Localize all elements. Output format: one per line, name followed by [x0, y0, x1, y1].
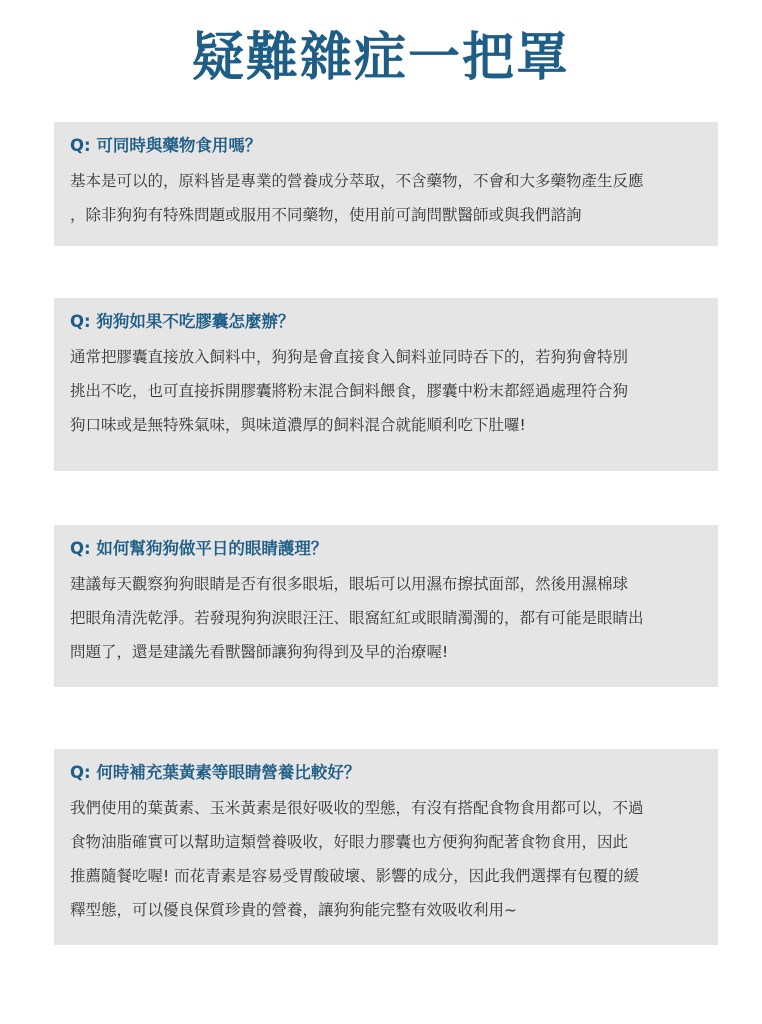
faq-answer-line: 通常把膠囊直接放入飼料中，狗狗是會直接食入飼料並同時吞下的，若狗狗會特別	[70, 348, 629, 366]
faq-card-4	[54, 749, 718, 945]
faq-answer-line: ，除非狗狗有特殊問題或服用不同藥物，使用前可詢問獸醫師或與我們諮詢	[70, 206, 582, 224]
faq-answer-line: 挑出不吃，也可直接拆開膠囊將粉末混合飼料餵食，膠囊中粉末都經過處理符合狗	[70, 382, 629, 400]
faq-question: Q: 可同時與藥物食用嗎？	[70, 136, 262, 155]
faq-answer-line: 問題了，還是建議先看獸醫師讓狗狗得到及早的治療喔!	[70, 643, 449, 661]
faq-answer-line: 食物油脂確實可以幫助這類營養吸收，好眼力膠囊也方便狗狗配著食物食用，因此	[70, 833, 629, 851]
faq-card-1	[54, 122, 718, 246]
faq-answer-line: 釋型態，可以優良保質珍貴的營養，讓狗狗能完整有效吸收利用~	[70, 901, 517, 919]
faq-card-3	[54, 525, 718, 687]
faq-answer-line: 我們使用的葉黃素、玉米黃素是很好吸收的型態，有沒有搭配食物食用都可以，不過	[70, 799, 644, 817]
faq-answer-line: 建議每天觀察狗狗眼睛是否有很多眼垢，眼垢可以用濕布擦拭面部，然後用濕棉球	[70, 575, 629, 593]
faq-question: Q: 狗狗如果不吃膠囊怎麼辦？	[70, 312, 295, 331]
faq-answer-line: 狗口味或是無特殊氣味，與味道濃厚的飼料混合就能順利吃下肚囉!	[70, 416, 526, 434]
page-title: 疑難雜症一把罩	[191, 28, 570, 88]
faq-question: Q: 如何幫狗狗做平日的眼睛護理？	[70, 539, 328, 558]
faq-answer-line: 基本是可以的，原料皆是專業的營養成分萃取，不含藥物，不會和大多藥物產生反應	[70, 172, 644, 190]
faq-answer-line: 推薦隨餐吃喔! 而花青素是容易受胃酸破壞、影響的成分，因此我們選擇有包覆的緩	[70, 867, 640, 885]
faq-card-2	[54, 298, 718, 471]
faq-answer-line: 把眼角清洗乾淨。若發現狗狗淚眼汪汪、眼窩紅紅或眼睛濁濁的，都有可能是眼睛出	[70, 609, 644, 627]
faq-question: Q: 何時補充葉黃素等眼睛營養比較好？	[70, 763, 361, 782]
